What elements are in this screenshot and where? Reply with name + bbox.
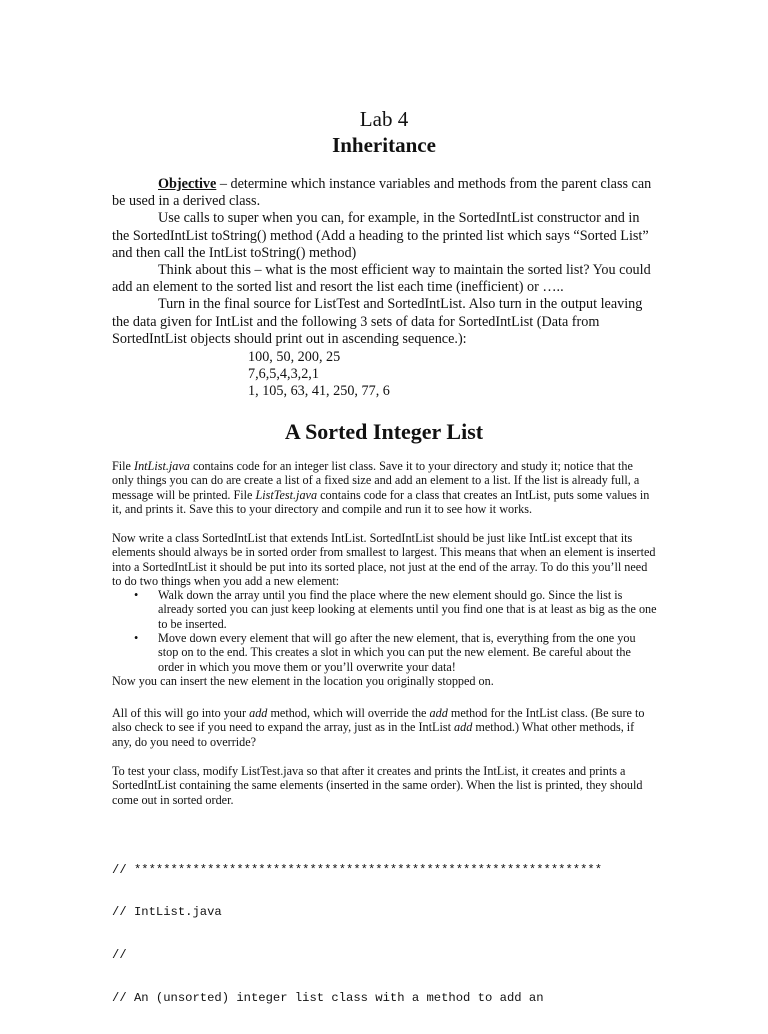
data-set-item: 100, 50, 200, 25 — [248, 349, 341, 365]
add-method-paragraph: All of this will go into your add method, which will override the add method for the IntList class. (Be sure to also check to see if you need to expand the array, just as in the IntList add method.) What other methods, if any, do you need to override? — [112, 706, 645, 749]
super-instructions-paragraph: Use calls to super when you can, for example, in the SortedIntList constructor and in the SortedIntList toString() method (Add a heading to the printed list which says “Sorted List” and then call the IntList toString() method) — [112, 210, 649, 261]
lab-number-heading: Lab 4 — [359, 107, 409, 131]
objective-paragraph — [112, 176, 657, 210]
lab-title-heading: Inheritance — [332, 133, 436, 157]
list-item: • Walk down the array until you find the place where the new element should go. Since the list is already sorted you can just keep looking at elements until you find one that is at least as big as the one to be inserted. — [134, 588, 657, 631]
file-name-listtest: ListTest.java — [255, 487, 318, 502]
sorted-list-paragraph: Now write a class SortedIntList that extends IntList. SortedIntList should be just like IntList except that its elements should always be in sorted order from smallest to largest. This means that when an element is inserted into a SortedIntList it should be put into its sorted place, not just at the end of the array. To do this you’ll need to do two things when you add a new element: — [112, 531, 656, 588]
bullet-icon: • — [134, 631, 139, 646]
insert-paragraph: Now you can insert the new element in the location you originally stopped on. — [112, 673, 494, 688]
bullet-icon: • — [134, 588, 139, 603]
objective-label: Objective — [158, 176, 217, 192]
code-line: // IntList.java — [112, 905, 222, 920]
sorted-list-instructions — [112, 531, 657, 688]
file-name-intlist: IntList.java — [134, 459, 190, 473]
steps-list — [112, 588, 657, 674]
method-name-add: add — [249, 706, 268, 720]
code-line: // **************************************************************** — [112, 862, 603, 877]
objective-text: – determine which instance variables and methods from the parent class can be used in a derived class. — [112, 176, 652, 210]
intro-paragraph: File IntList.java contains code for an integer list class. Save it to your directory and study it; notice that the only things you can do are create a list of a fixed size and add an element to a list. If the list is already full, a message will be printed. File ListTest.java contains code for a class that creates an IntList, puts some values in it, and prints it. Save this to your directory and compile and run it to see how it works. — [112, 459, 650, 516]
code-line: // — [112, 948, 127, 963]
method-name-add: add — [454, 720, 473, 735]
section-title: A Sorted Integer List — [284, 419, 484, 444]
data-set-item: 1, 105, 63, 41, 250, 77, 6 — [248, 383, 390, 400]
method-name-add: add — [429, 706, 448, 720]
objective-section — [112, 176, 657, 348]
test-paragraph: To test your class, modify ListTest.java so that after it creates and prints the IntList, it creates and prints a SortedIntList containing the same elements (inserted in the same order). When the list is printed, they should come out in sorted order. — [112, 764, 643, 807]
code-listing — [112, 834, 602, 1034]
code-line: // An (unsorted) integer list class with a method to add an — [112, 991, 544, 1006]
efficiency-paragraph: Think about this – what is the most efficient way to maintain the sorted list? You could add an element to the sorted list and resort the list each time (inefficient) or ….. — [112, 262, 651, 296]
list-item: • Move down every element that will go after the new element, that is, everything from the one you stop on to the end. This creates a slot in which you can put the new element. Be careful about the order in which you move them or you’ll overwrite your data! — [134, 631, 636, 674]
data-set-item: 7,6,5,4,3,2,1 — [248, 366, 319, 383]
turn-in-paragraph: Turn in the final source for ListTest and SortedIntList. Also turn in the output leaving the data given for IntList and the following 3 sets of data for SortedIntList (Data from SortedIntList objects should print out in ascending sequence.): — [112, 296, 643, 347]
data-sets-list — [248, 349, 390, 401]
